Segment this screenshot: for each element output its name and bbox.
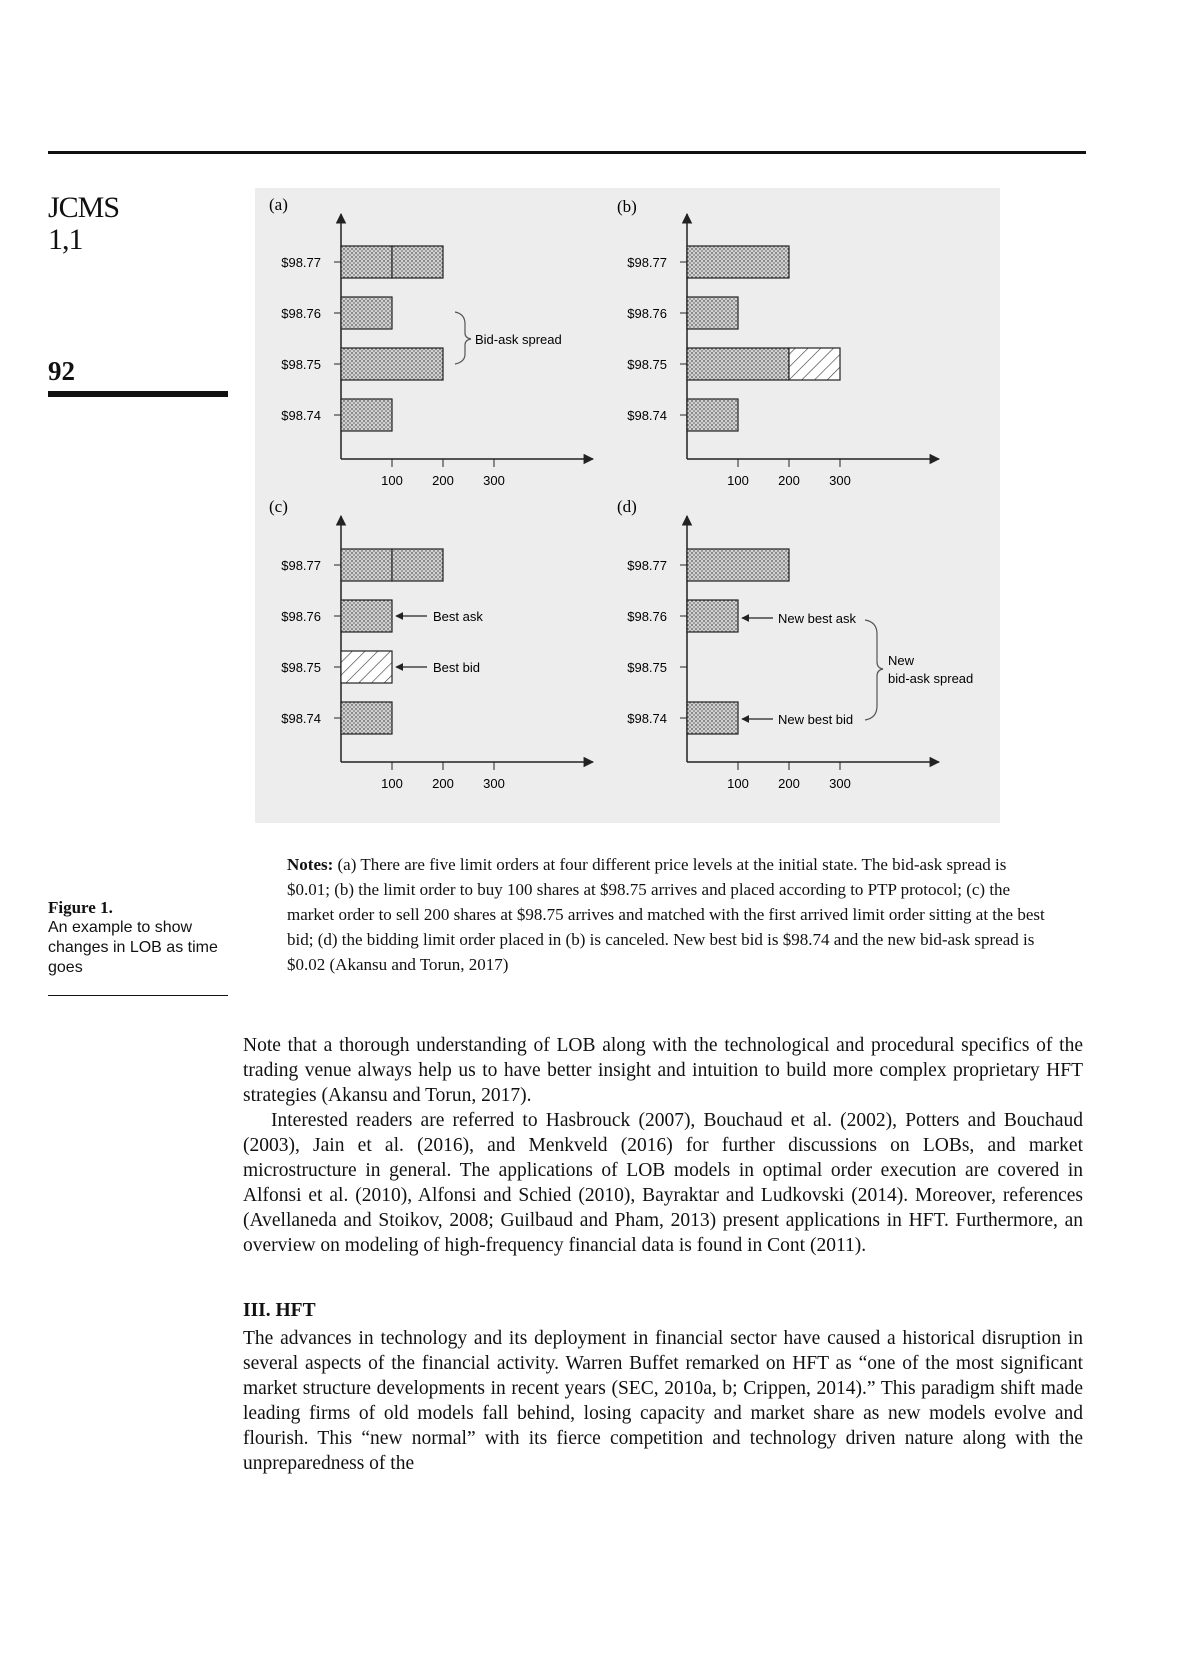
annotation-new-best-ask: New best ask [778,611,857,626]
chart-panel-c [269,497,593,791]
annotation-new-best-bid: New best bid [778,712,854,727]
x-tick-label: 200 [432,776,454,791]
x-tick-label: 100 [727,776,749,791]
price-level-label: $98.76 [281,306,321,321]
figure-caption: An example to show changes in LOB as time goes [48,919,218,976]
panel-label: (d) [617,497,637,516]
price-level-label: $98.74 [281,711,321,726]
annotation-bid-ask-spread: Bid-ask spread [475,332,562,347]
price-level-label: $98.76 [627,609,667,624]
limit-order-bar [341,246,392,278]
limit-order-bar [687,348,789,380]
panel-label: (c) [269,497,288,516]
limit-order-bar [341,702,392,734]
figure-notes [287,852,1047,977]
limit-order-bar [687,600,738,632]
x-tick-label: 100 [727,473,749,488]
limit-order-bar [341,297,392,329]
price-level-label: $98.76 [627,306,667,321]
limit-order-bar [341,549,392,581]
journal-volume: 1,1 [48,223,83,256]
price-level-label: $98.74 [627,408,667,423]
x-tick-label: 200 [778,473,800,488]
spread-brace [455,312,471,364]
limit-order-bar [687,246,789,278]
price-level-label: $98.77 [281,558,321,573]
chart-panel-b [617,197,939,488]
price-level-label: $98.76 [281,609,321,624]
paragraph-3: The advances in technology and its deployment in financial sector have caused a historical disruption in several aspects of the financial activity. Warren Buffet remarked on HFT as “one of the most significant market structure developments in recent years (SEC, 2010a, b; Crippen, 2014).” This paradigm shift made leading firms of old models fall behind, losing capacity and market share as new models evolve and flourish. This “new normal” with its fierce competition and technology driven nature along with the unpreparedness of the [243,1328,1083,1474]
x-tick-label: 300 [483,776,505,791]
price-level-label: $98.75 [281,660,321,675]
limit-order-bar [687,399,738,431]
x-tick-label: 100 [381,776,403,791]
panel-label: (b) [617,197,637,216]
paragraph-1: Note that a thorough understanding of LOB along with the technological and procedural specifics of the trading venue always help us to have better insight and intuition to build more complex proprietary HFT strategies (Akansu and Torun, 2017). [243,1035,1083,1106]
chart-panel-a [269,195,593,488]
limit-order-bar [392,549,443,581]
limit-order-bar-hatched [789,348,840,380]
lob-figure [255,188,1000,823]
limit-order-bar-hatched [341,651,392,683]
page-number-rule [48,391,228,397]
x-tick-label: 100 [381,473,403,488]
price-level-label: $98.77 [627,255,667,270]
notes-label: Notes: [287,855,334,874]
notes-text: (a) There are five limit orders at four different price levels at the initial state. The bid-ask spread is $0.01; (b) the limit order to buy 100 shares at $98.75 arrives and placed according to PTP protocol; (c) the market order to sell 200 shares at $98.75 arrives and matched with the first arrived limit order sitting at the best bid; (d) the bidding limit order placed in (b) is canceled. New best bid is $98.74 and the new bid-ask spread is $0.02 (Akansu and Torun, 2017) [287,855,1045,974]
section-heading: III. HFT [243,1300,316,1321]
limit-order-bar [341,399,392,431]
figure-label [48,898,228,978]
panel-label: (a) [269,195,288,214]
page-number: 92 [48,356,75,386]
price-level-label: $98.75 [627,357,667,372]
x-tick-label: 300 [829,776,851,791]
figure-label-rule [48,995,228,996]
price-level-label: $98.74 [627,711,667,726]
limit-order-bar [687,297,738,329]
annotation-bid-ask-spread-new: bid-ask spread [888,671,974,686]
figure-title: Figure 1. [48,898,113,917]
new-spread-brace [865,620,883,720]
top-rule [48,151,1086,154]
limit-order-bar [687,702,738,734]
limit-order-bar [341,600,392,632]
limit-order-bar [687,549,789,581]
chart-panel-d [617,497,973,791]
x-tick-label: 300 [483,473,505,488]
journal-id [48,192,119,256]
limit-order-bar [341,348,443,380]
paragraph-2: Interested readers are referred to Hasbrouck (2007), Bouchaud et al. (2002), Potters and Bouchaud (2003), Jain et al. (2016), and Menkveld (2016) for further discussions on LOBs, and market microstructure in general. The applications of LOB models in optimal order execution are covered in Alfonsi et al. (2010), Alfonsi and Schied (2010), Bayraktar and Ludkovski (2014). Moreover, references (Avellaneda and Stoikov, 2008; Guilbaud and Pham, 2013) present applications in HFT. Furthermore, an overview on modeling of high-frequency financial data is found in Cont (2011). [243,1110,1083,1256]
annotation-best-ask: Best ask [433,609,483,624]
x-tick-label: 200 [432,473,454,488]
limit-order-bar [392,246,443,278]
annotation-new: New [888,653,915,668]
price-level-label: $98.75 [281,357,321,372]
price-level-label: $98.75 [627,660,667,675]
lob-figure-svg [255,188,1000,823]
price-level-label: $98.74 [281,408,321,423]
journal-name: JCMS [48,191,120,224]
x-tick-label: 300 [829,473,851,488]
annotation-best-bid: Best bid [433,660,480,675]
price-level-label: $98.77 [627,558,667,573]
price-level-label: $98.77 [281,255,321,270]
x-tick-label: 200 [778,776,800,791]
